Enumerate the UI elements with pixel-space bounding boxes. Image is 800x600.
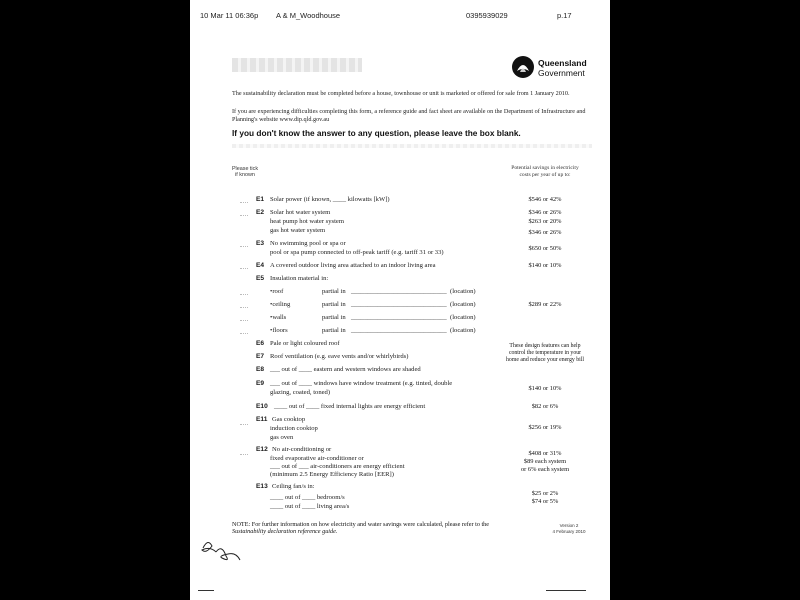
tick-box-e5-roof[interactable] [240,289,248,295]
saving-e4: $140 or 10% [528,262,562,269]
tick-box-e5-floors[interactable] [240,328,248,334]
logo-line-1: Queensland [538,58,587,68]
reference-guide-title: Sustainability declaration reference guide. [232,528,338,536]
intro-paragraph-2: If you are experiencing difficulties completing this form, a reference guide and fact sheet are available on the Department of Infrastructure and Planning's website www.dip.qld.gov.au [232,108,586,123]
item-text-e10: ____ out of ____ fixed internal lights are energy efficient [274,403,426,410]
item-text-e12-line3: ___ out of ___ air-conditioners are energy efficient [270,463,405,470]
tick-box-e11[interactable] [240,419,248,425]
tick-box-e3[interactable] [240,241,248,247]
insulation-partial-ceiling: partial in [322,301,346,308]
item-code-e13: E13 [256,483,268,490]
saving-e3: $650 or 50% [528,245,562,252]
item-text-e2-line1: Solar hot water system [270,209,331,216]
item-code-e7: E7 [256,353,265,360]
insulation-location-floors: (location) [450,327,476,334]
insulation-label-floors: • floors [270,327,288,335]
saving-e12-1: $408 or 31% [528,450,562,457]
insulation-partial-floors: partial in [322,327,346,334]
item-text-e9-line2: glazing, coated, toned) [270,389,331,396]
tick-box-e4[interactable] [240,263,248,269]
item-text-e7: Roof ventilation (e.g. eave vents and/or whirlybirds) [270,353,409,360]
saving-e9: $140 or 10% [528,385,562,392]
item-code-e5: E5 [256,275,265,282]
item-code-e3: E3 [256,240,265,247]
design-features-note: These design features can help control the temperature in your home and reduce your energy bill [506,343,584,363]
item-text-e13-bedrooms: ____ out of ____ bedroom/s [270,494,345,501]
page-edge-mark [546,590,586,591]
queensland-government-logo [512,54,598,84]
item-text-e12-line2: fixed evaporative air-conditioner or [270,455,364,462]
item-text-e1: Solar power (if known, ____ kilowatts [kW]) [270,196,390,203]
fax-datetime: 10 Mar 11 06:36p [200,11,259,20]
item-text-e9-line1: ___ out of ____ windows have window treatment (e.g. tinted, double [270,380,453,387]
saving-e12-3: or 6% each system [520,466,570,473]
item-text-e6: Pale or light coloured roof [270,340,340,347]
fax-phone: 0395939029 [466,11,508,20]
insulation-partial-roof: partial in [322,288,346,295]
signature-scribble [200,536,246,566]
saving-e11: $256 or 19% [528,424,562,431]
page-edge-mark [198,590,214,591]
item-text-e8: ___ out of ____ eastern and western windows are shaded [270,366,421,373]
item-text-e12-line4: (minimum 2.5 Energy Efficiency Ratio [EER]) [270,471,394,478]
tick-box-e12[interactable] [240,449,248,455]
item-code-e12: E12 [256,446,268,453]
insulation-location-roof: (location) [450,288,476,295]
footer-note-text: NOTE: For further information on how electricity and water savings were calculated, please refer to the [232,521,490,528]
item-text-e13: Ceiling fan/s in: [272,483,315,490]
item-code-e2: E2 [256,209,265,216]
version-block [542,523,596,534]
item-text-e2-line3: gas hot water system [270,227,326,234]
logo-line-2: Government [538,68,585,78]
tick-box-e5-walls[interactable] [240,315,248,321]
intro-paragraph-1: The sustainability declaration must be completed before a house, townhouse or unit is marketed or offered for sale from 1 January 2010. [232,90,570,97]
insulation-location-walls: (location) [450,314,476,321]
faded-title [232,58,362,72]
item-text-e3-line1: No swimming pool or spa or [270,240,346,247]
item-text-e2-line2: heat pump hot water system [270,218,344,225]
saving-e2-2: $263 or 20% [528,218,562,225]
item-code-e8: E8 [256,366,265,373]
item-text-e11-line2: induction cooktop [270,425,318,432]
item-text-e4: A covered outdoor living area attached to an indoor living area [270,262,436,269]
insulation-location-ceiling: (location) [450,301,476,308]
version-date: 4 February 2010 [552,528,586,534]
item-text-e11-line3: gas oven [270,434,294,441]
saving-e2-3: $346 or 26% [528,229,562,236]
item-code-e10: E10 [256,403,268,410]
insulation-blank-ceiling[interactable]: _____________________________ [351,301,447,308]
item-text-e3-line2: pool or spa pump connected to off-peak tariff (e.g. tariff 31 or 33) [270,249,444,256]
crest-icon [512,56,534,78]
insulation-label-walls: • walls [270,314,286,322]
item-text-e5: Insulation material in: [270,275,329,282]
insulation-label-ceiling: • ceiling [270,301,290,309]
fax-page-number: p.17 [557,11,572,20]
tick-box-e5-ceiling[interactable] [240,302,248,308]
insulation-label-roof: • roof [270,288,283,296]
item-code-e4: E4 [256,262,265,269]
item-code-e11: E11 [256,416,268,423]
item-code-e9: E9 [256,380,265,387]
item-code-e6: E6 [256,340,265,347]
saving-e2-1: $346 or 26% [528,209,562,216]
saving-e5: $289 or 22% [528,301,562,308]
saving-e13-1: $25 or 2% [531,490,559,497]
saving-e12-2: $89 each system [523,458,567,465]
item-text-e11-line1: Gas cooktop [272,416,306,423]
version-label: Version 2 [559,523,579,528]
insulation-blank-floors[interactable]: _____________________________ [351,327,447,334]
footer-note [232,521,522,536]
tick-box-e1[interactable] [240,197,248,203]
instruction-heading: If you don't know the answer to any question, please leave the box blank. [232,128,521,138]
insulation-partial-walls: partial in [322,314,346,321]
fax-sender: A & M_Woodhouse [276,11,341,20]
tick-column-header: Please tick if known [231,166,259,179]
faded-subheading [232,144,592,148]
insulation-blank-roof[interactable]: _____________________________ [351,288,447,295]
item-code-e1: E1 [256,196,265,203]
item-text-e13-living: ____ out of ____ living area/s [270,503,350,510]
saving-e1: $546 or 42% [528,196,562,203]
savings-column-header: Potential savings in electricity costs per year of up to: [511,165,579,178]
document-page [190,0,610,600]
saving-e10: $82 or 6% [531,403,559,410]
tick-box-e2[interactable] [240,210,248,216]
saving-e13-2: $74 or 5% [531,498,559,505]
insulation-blank-walls[interactable]: _____________________________ [351,314,447,321]
item-text-e12-line1: No air-conditioning or [272,446,332,453]
